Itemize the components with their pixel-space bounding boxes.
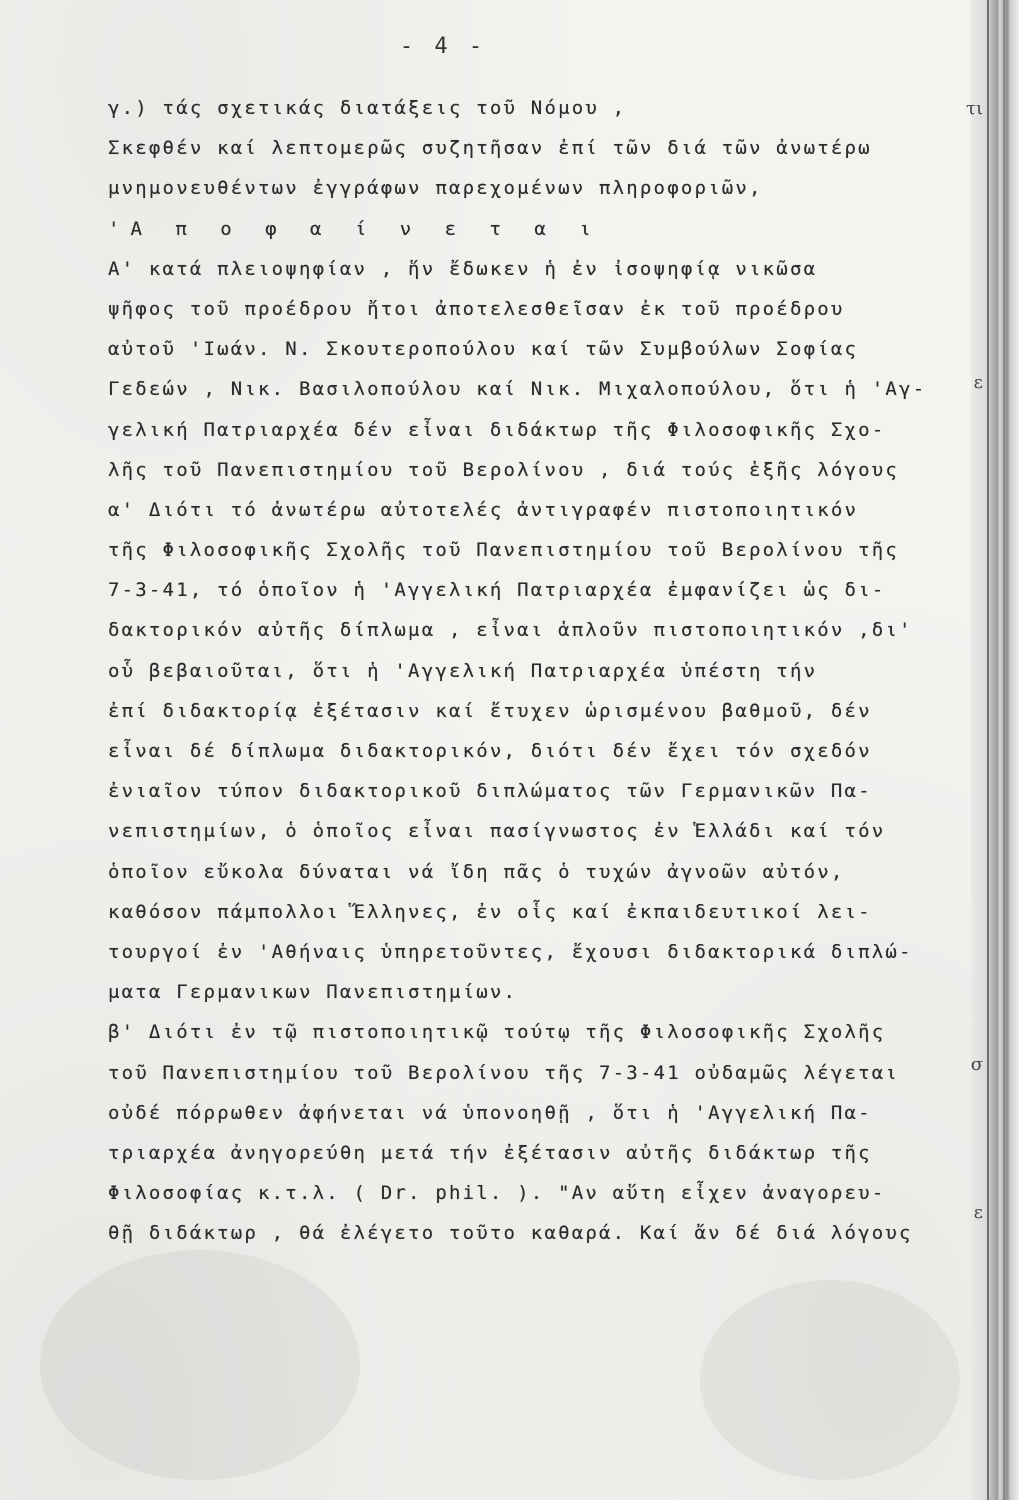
text-line: μνημονευθέντων ἐγγράφων παρεχομένων πληροφοριῶν,	[108, 177, 763, 200]
text-line: Α' κατά πλειοψηφίαν , ἥν ἔδωκεν ἡ ἐν ἰσοψηφίᾳ νικῶσα	[108, 257, 818, 280]
text-line: ἐνιαῖον τύπον διδακτορικοῦ διπλώματος τῶν Γερμανικῶν Πα-	[108, 780, 872, 803]
heading-apofainetai: 'Α π ο φ α ί ν ε τ α ι	[108, 217, 602, 240]
text-line: Φιλοσοφίας κ.τ.λ. ( Dr. phil. ). "Αν αὕτη εἶχεν ἀναγορευ-	[108, 1182, 886, 1205]
scan-edge	[971, 0, 1019, 1500]
text-line: ἐπί διδακτορίᾳ ἐξέτασιν καί ἔτυχεν ὡρισμένου βαθμοῦ, δέν	[108, 699, 872, 722]
text-line: καθόσον πάμπολλοι Ἕλληνες, ἐν οἷς καί ἐκπαιδευτικοί λει-	[108, 900, 872, 923]
text-line: γ.) τάς σχετικάς διατάξεις τοῦ Νόμου ,	[108, 97, 627, 119]
text-line: ματα Γερμανικων Πανεπιστημίων.	[108, 981, 518, 1004]
scan-edge-line	[987, 0, 989, 1500]
text-line: νεπιστημίων, ὁ ὁποῖος εἶναι πασίγνωστος ἐν Ἑλλάδι καί τόν	[108, 820, 886, 843]
text-line: Σκεφθέν καί λεπτομερῶς συζητῆσαν ἐπί τῶν διά τῶν ἀνωτέρω	[108, 137, 872, 160]
page-number: - 4 -	[399, 34, 487, 59]
margin-mark: ε	[973, 372, 983, 393]
scan-edge-line	[1003, 0, 1005, 1500]
text-line: λῆς τοῦ Πανεπιστημίου τοῦ Βερολίνου , διά τούς ἑξῆς λόγους	[108, 458, 900, 481]
text-line: τριαρχέα ἀνηγορεύθη μετά τήν ἐξέτασιν αὐτῆς διδάκτωρ τῆς	[108, 1141, 872, 1164]
text-line: τουργοί ἐν 'Αθήναις ὑπηρετοῦντες, ἔχουσι διδακτορικά διπλώ-	[108, 940, 913, 963]
text-line: εἶναι δέ δίπλωμα διδακτορικόν, διότι δέν ἔχει τόν σχεδόν	[108, 740, 872, 762]
text-line: τῆς Φιλοσοφικῆς Σχολῆς τοῦ Πανεπιστημίου τοῦ Βερολίνου τῆς	[108, 539, 900, 562]
text-line: β' Διότι ἐν τῷ πιστοποιητικῷ τούτῳ τῆς Φιλοσοφικῆς Σχολῆς	[108, 1021, 886, 1044]
text-line: ψῆφος τοῦ προέδρου ἤτοι ἀποτελεσθεῖσαν ἐκ τοῦ προέδρου	[108, 297, 845, 320]
text-line: αὐτοῦ 'Ιωάν. Ν. Σκουτεροπούλου καί τῶν Συμβούλων Σοφίας	[108, 338, 859, 361]
text-line: οὗ βεβαιοῦται, ὅτι ἡ 'Αγγελική Πατριαρχέα ὑπέστη τήν	[108, 659, 818, 682]
scan-smudge	[700, 1280, 960, 1480]
text-line: τοῦ Πανεπιστημίου τοῦ Βερολίνου τῆς 7-3-41 οὐδαμῶς λέγεται	[108, 1061, 900, 1084]
margin-mark: σ	[970, 1054, 983, 1075]
text-line: α' Διότι τό ἀνωτέρω αὐτοτελές ἀντιγραφέν πιστοποιητικόν	[108, 498, 859, 521]
text-line: 7-3-41, τό ὁποῖον ἡ 'Αγγελική Πατριαρχέα ἐμφανίζει ὡς δι-	[108, 579, 886, 602]
text-line: θῇ διδάκτωρ , θά ἐλέγετο τοῦτο καθαρά. Καί ἄν δέ διά λόγους	[108, 1222, 913, 1245]
typed-text-body	[108, 88, 938, 1253]
text-line: γελική Πατριαρχέα δέν εἶναι διδάκτωρ τῆς Φιλοσοφικῆς Σχο-	[108, 418, 886, 441]
text-line: Γεδεών , Νικ. Βασιλοπούλου καί Νικ. Μιχαλοπούλου, ὅτι ἡ 'Αγ-	[108, 378, 927, 401]
scan-smudge	[40, 1250, 360, 1480]
text-line: ὁποῖον εὔκολα δύναται νά ἴδη πᾶς ὁ τυχών ἀγνοῶν αὐτόν,	[108, 860, 845, 883]
text-line: οὐδέ πόρρωθεν ἀφήνεται νά ὑπονοηθῇ , ὅτι ἡ 'Αγγελική Πα-	[108, 1101, 872, 1124]
margin-mark: ε	[973, 1202, 983, 1223]
text-line: δακτορικόν αὐτῆς δίπλωμα , εἶναι ἁπλοῦν πιστοποιητικόν ,δι'	[108, 619, 913, 642]
margin-mark: τι	[965, 98, 983, 119]
